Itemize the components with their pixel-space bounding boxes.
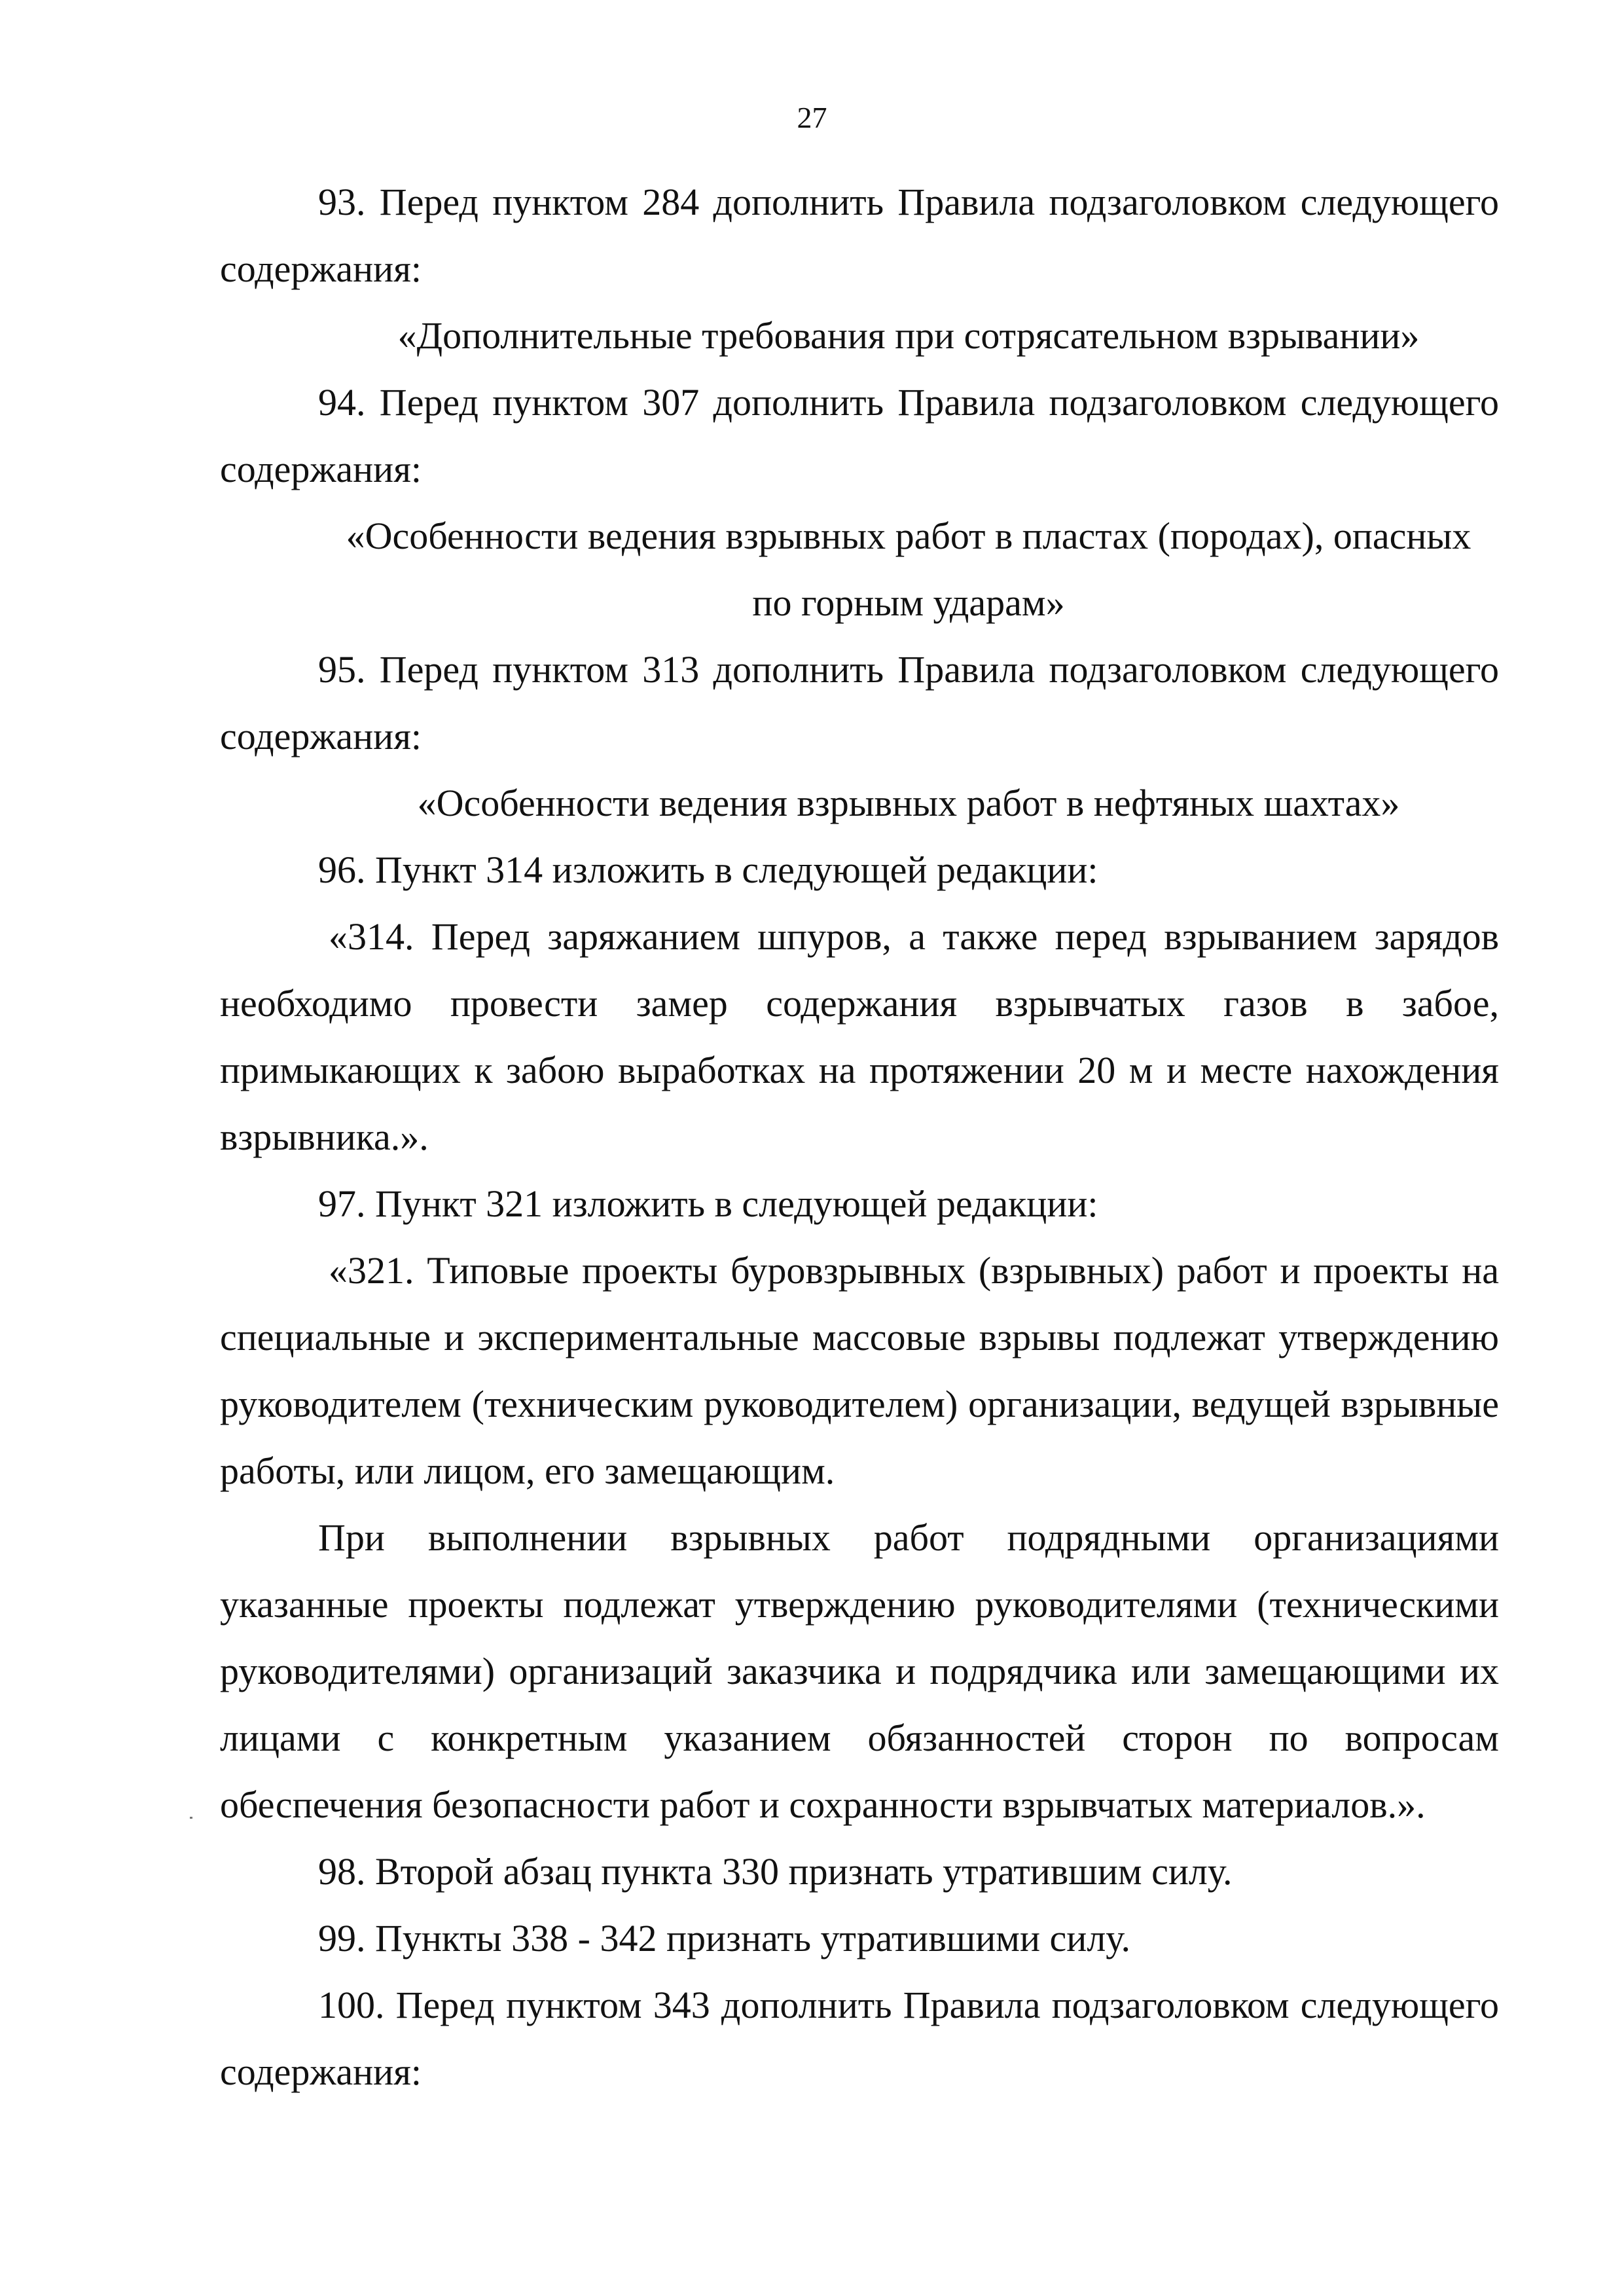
paragraph-97: 97. Пункт 321 изложить в следующей редакции:	[318, 1182, 1098, 1225]
page-number: 27	[797, 101, 827, 134]
paragraph-98: 98. Второй абзац пункта 330 признать утратившим силу.	[318, 1850, 1233, 1893]
paragraph-99: 99. Пункты 338 - 342 признать утратившими силу.	[318, 1917, 1130, 1959]
quote-item-314: «314. Перед заряжанием шпуров, а также перед взрыванием зарядов необходимо провести замер содержания взрывчатых газов в забое, примыкающих к забою выработках на протяжении 20 м и месте нахождения взрывника.».	[220, 915, 1499, 1158]
paragraph-100: 100. Перед пунктом 343 дополнить Правила подзаголовком следующего содержания:	[220, 1984, 1499, 2093]
paragraph-96: 96. Пункт 314 изложить в следующей редакции:	[318, 848, 1098, 891]
paragraph-93: 93. Перед пунктом 284 дополнить Правила подзаголовком следующего содержания:	[220, 181, 1499, 290]
paragraph-94: 94. Перед пунктом 307 дополнить Правила подзаголовком следующего содержания:	[220, 381, 1499, 490]
scan-speck	[190, 1817, 192, 1819]
subheading-rockburst-line-1: «Особенности ведения взрывных работ в пластах (породах), опасных	[346, 515, 1471, 557]
paragraph-95: 95. Перед пунктом 313 дополнить Правила подзаголовком следующего содержания:	[220, 648, 1499, 757]
quote-item-321: «321. Типовые проекты буровзрывных (взрывных) работ и проекты на специальные и экспериментальные массовые взрывы подлежат утверждению руководителем (техническим руководителем) организации, ведущей взрывные работы, или лицом, его замещающим.	[220, 1249, 1499, 1492]
subheading-shaking-blasting: «Дополнительные требования при сотрясательном взрывании»	[397, 314, 1420, 357]
subheading-oil-mines: «Особенности ведения взрывных работ в нефтяных шахтах»	[417, 782, 1400, 824]
subheading-rockburst-line-2: по горным ударам»	[752, 581, 1065, 624]
quote-item-321-continuation: При выполнении взрывных работ подрядными организациями указанные проекты подлежат утверждению руководителями (техническими руководителями) организаций заказчика и подрядчика или замещающими их лицами с конкретным указанием обязанностей сторон по вопросам обеспечения безопасности работ и сохранности взрывчатых материалов.».	[220, 1516, 1499, 1826]
document-body	[220, 169, 1499, 2105]
